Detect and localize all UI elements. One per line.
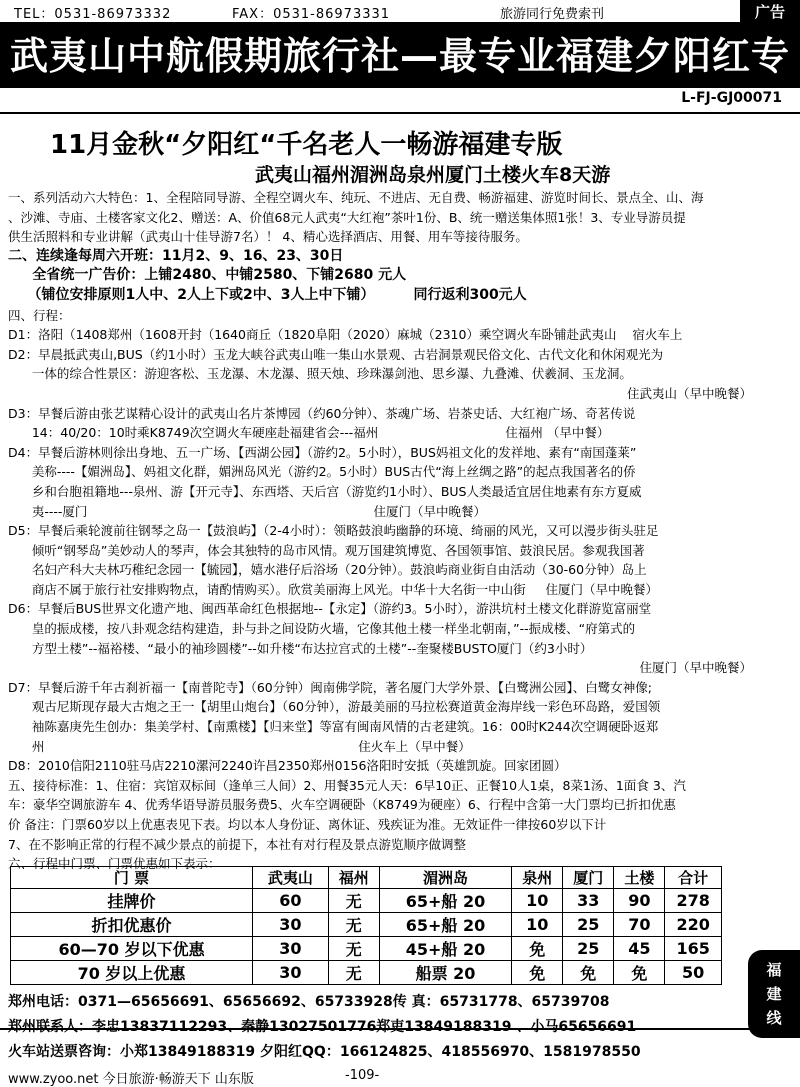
itinerary-line: 六、行程中门票、门票优惠如下表示： bbox=[8, 856, 221, 872]
table-cell: 25 bbox=[563, 937, 614, 961]
top-contact-bar bbox=[0, 0, 800, 24]
itinerary-line: 皇的振成楼，按八卦观念结构建造，卦与卦之间设防火墙，它像其他土楼一样坐北朝南，”--振成楼、“府第式的 bbox=[8, 621, 636, 637]
itinerary-line: 袖陈嘉庚先生创办：集美学村、【南熏楼】【归来堂】等富有闽南风情的古老建筑。16：00时K244次空调硬卧返郑 bbox=[8, 719, 659, 735]
table-cell: 45 bbox=[614, 937, 665, 961]
table-cell: 70 bbox=[614, 913, 665, 937]
itinerary-line: 供生活照料和专业讲解（武夷山十佳导游7名）！ 4、精心选择酒店、用餐、用车等接待服务。 bbox=[8, 229, 528, 245]
itinerary-line: 二、连续逢每周六开班：11月2、9、16、23、30日 bbox=[8, 247, 344, 264]
table-cell: 无 bbox=[328, 889, 379, 913]
itinerary-line: 一、系列活动六大特色：1、全程陪同导游、全程空调火车、纯玩、不进店、无自费、畅游福建、游览时间长、景点全、山、海 bbox=[8, 190, 704, 205]
table-header-cell: 门 票 bbox=[11, 867, 253, 889]
table-cell: 免 bbox=[512, 961, 563, 985]
table-cell: 无 bbox=[328, 961, 379, 985]
telephone-number: TEL：0531-86973332 bbox=[14, 7, 172, 22]
page-number: -109- bbox=[345, 1068, 380, 1083]
table-cell: 165 bbox=[665, 937, 722, 961]
itinerary-line: 价 备注：门票60岁以上优惠表见下表。均以本人身份证、离休证、残疾证为准。无效证件一律按60岁以下计 bbox=[8, 817, 607, 832]
itinerary-line: 全省统一广告价：上铺2480、中铺2580、下铺2680 元人 bbox=[8, 267, 407, 284]
itinerary-line: 方型土楼”--福裕楼、“最小的袖珍圆楼”--如升楼“布达拉宫式的土楼”--奎聚楼BUSTO厦门（约3小时） bbox=[8, 640, 593, 656]
table-cell: 10 bbox=[512, 913, 563, 937]
table-cell: 90 bbox=[614, 889, 665, 913]
zhengzhou-contacts: 郑州联系人：李忠13837112293、秦静13027501776郑吏13849188319 、小马65656691 bbox=[8, 1019, 637, 1035]
table-row bbox=[11, 889, 722, 913]
main-content bbox=[0, 112, 800, 1060]
table-cell: 30 bbox=[253, 961, 329, 985]
ticket-price-table bbox=[10, 866, 722, 985]
catalog-note: 旅游同行免费索刊 bbox=[500, 7, 605, 22]
table-header-cell: 合计 bbox=[665, 867, 722, 889]
table-cell: 免 bbox=[563, 961, 614, 985]
table-cell: 挂牌价 bbox=[11, 889, 253, 913]
itinerary-line: （铺位安排原则1人中、2人上下或2中、3人上中下铺） 同行返利300元人 bbox=[8, 286, 527, 303]
table-header-cell: 土楼 bbox=[614, 867, 665, 889]
table-cell: 免 bbox=[614, 961, 665, 985]
itinerary-line: 一体的综合性景区：游迎客松、玉龙瀑、木龙瀑、照天烛、珍珠瀑剑池、思乡瀑、九叠滩、伏羲洞、玉龙洞。 bbox=[8, 366, 632, 382]
section-tab bbox=[748, 950, 800, 1038]
ticket-delivery-contacts: 火车站送票咨询：小郑13849188319 夕阳红QQ：166124825、418556970、1581978550 bbox=[8, 1044, 641, 1060]
table-cell: 45+船 20 bbox=[379, 937, 511, 961]
table-cell: 无 bbox=[328, 913, 379, 937]
table-cell: 50 bbox=[665, 961, 722, 985]
table-header-cell: 泉州 bbox=[512, 867, 563, 889]
table-cell: 船票 20 bbox=[379, 961, 511, 985]
route-code: L-FJ-GJ00071 bbox=[681, 90, 782, 106]
table-cell: 10 bbox=[512, 889, 563, 913]
itinerary-line: D3：早餐后游由张艺谋精心设计的武夷山名片茶博园（约60分钟）、茶魂广场、岩茶史话、大红袍广场、奇茗传说 bbox=[8, 405, 636, 421]
itinerary-line: 车：豪华空调旅游车 4、优秀华语导游员服务费5、火车空调硬卧（K8749为硬座）6、行程中含第一大门票均已折扣优惠 bbox=[8, 797, 676, 813]
itinerary-line: 、沙滩、寺庙、土楼客家文化2、赠送：A、价值68元人武夷“大红袍”茶叶1份、B、统一赠送集体照1张！3、专业导游员提 bbox=[8, 209, 686, 225]
fax-number: FAX：0531-86973331 bbox=[232, 7, 391, 22]
table-header-cell: 湄洲岛 bbox=[379, 867, 511, 889]
table-cell: 无 bbox=[328, 937, 379, 961]
itinerary-line: D8：2010信阳2110驻马店2210漯河2240许昌2350郑州0156洛阳时安抵（英雄凯旋。回家团圆） bbox=[8, 758, 567, 774]
contact-info bbox=[8, 990, 641, 1065]
section-tab-char: 福 bbox=[766, 961, 782, 979]
table-cell: 220 bbox=[665, 913, 722, 937]
table-header-row bbox=[11, 867, 722, 889]
table-cell: 30 bbox=[253, 913, 329, 937]
itinerary-line: 住厦门（早中晚餐） bbox=[639, 660, 752, 676]
itinerary-line: D5：早餐后乘轮渡前往钢琴之岛一【鼓浪屿】（2-4小时）：领略鼓浪屿幽静的环境、绮丽的风光，又可以漫步街头驻足 bbox=[8, 523, 659, 539]
itinerary-line: D6：早餐后BUS世界文化遗产地、闽西革命红色根据地--【永定】（游约3。5小时），游洪坑村土楼文化群游览富丽堂 bbox=[8, 601, 652, 617]
table-header-cell: 厦门 bbox=[563, 867, 614, 889]
ad-label: 广告 bbox=[740, 0, 800, 24]
table-cell: 278 bbox=[665, 889, 722, 913]
itinerary-line: 州 住火车上（早中餐） bbox=[8, 738, 471, 754]
subheadline: 武夷山福州湄洲岛泉州厦门土楼火车8天游 bbox=[255, 164, 611, 186]
itinerary-line: 倾听“钢琴岛”美妙动人的琴声，体会其独特的岛市风情。观万国建筑博览、各国领事馆、鼓浪民居。参观我国著 bbox=[8, 542, 645, 558]
table-header-cell: 武夷山 bbox=[253, 867, 329, 889]
itinerary-line: 名妇产科大夫林巧稚纪念园一【毓园】，嬉水港仔后浴场（20分钟）。鼓浪屿商业街自由活动（30-60分钟）岛上 bbox=[8, 562, 647, 578]
table-row bbox=[11, 913, 722, 937]
itinerary-line: D2：早晨抵武夷山,BUS（约1小时）玉龙大峡谷武夷山唯一集山水景观、古岩洞景观民俗文化、古代文化和休闲观光为 bbox=[8, 346, 664, 362]
itinerary-line: 乡和台胞祖籍地---泉州、游【开元寺】、东西塔、天后宫（游览约1小时）、BUS人类最适宜居住地素有东方夏威 bbox=[8, 483, 642, 499]
itinerary-line: 商店不属于旅行社安排购物点，请酌情购买）。欣赏美丽海上风光。中华十大名街一中山街 住厦门（早中晚餐） bbox=[8, 581, 658, 597]
headline: 11月金秋“夕阳红“千名老人一畅游福建专版 bbox=[50, 130, 563, 160]
footer-site: www.zyoo.net 今日旅游·畅游天下 山东版 bbox=[8, 1072, 254, 1087]
itinerary-body bbox=[8, 188, 792, 874]
table-cell: 折扣优惠价 bbox=[11, 913, 253, 937]
itinerary-line: D7：早餐后游千年古刹祈福一【南普陀寺】（60分钟）闽南佛学院，著名厦门大学外景、【白鹭洲公园】、白鹭女神像; bbox=[8, 679, 652, 695]
itinerary-line: 五、接待标准：1、住宿：宾馆双标间（逢单三人间）2、用餐35元人天：6早10正、正餐10人1桌，8菜1汤、1面食 3、汽 bbox=[8, 777, 686, 793]
itinerary-line: 14：40/20：10时乘K8749次空调火车硬座赴福建省会---福州 住福州 （早中餐） bbox=[8, 425, 610, 441]
table-cell: 25 bbox=[563, 913, 614, 937]
table-cell: 70 岁以上优惠 bbox=[11, 961, 253, 985]
table-cell: 30 bbox=[253, 937, 329, 961]
itinerary-line: 夷----厦门 住厦门（早中晚餐） bbox=[8, 503, 486, 519]
itinerary-line: 四、行程： bbox=[8, 307, 71, 323]
table-row bbox=[11, 937, 722, 961]
agency-banner: 武夷山中航假期旅行社—最专业福建夕阳红专版 bbox=[0, 24, 800, 88]
itinerary-line: 住武夷山（早中晚餐） bbox=[626, 385, 752, 401]
table-header-cell: 福州 bbox=[328, 867, 379, 889]
section-tab-char: 建 bbox=[766, 985, 782, 1003]
table-cell: 60 bbox=[253, 889, 329, 913]
table-row bbox=[11, 961, 722, 985]
itinerary-line: 美称----【媚洲岛】、妈祖文化群，媚洲岛风光（游约2。5小时）BUS古代“海上丝绸之路”的起点我国著名的侨 bbox=[8, 464, 636, 480]
table-cell: 65+船 20 bbox=[379, 913, 511, 937]
table-cell: 65+船 20 bbox=[379, 889, 511, 913]
itinerary-line: 观古尼斯现存最大古炮之王一【胡里山炮台】（60分钟），游最美丽的马拉松赛道黄金海岸线一彩色环岛路，爱国领 bbox=[8, 699, 661, 715]
table-cell: 免 bbox=[512, 937, 563, 961]
table-cell: 60—70 岁以下优惠 bbox=[11, 937, 253, 961]
itinerary-line: 7、在不影响正常的行程不减少景点的前提下，本社有对行程及景点游览顺序做调整 bbox=[8, 836, 466, 852]
zhengzhou-phones: 郑州电话：0371—65656691、65656692、65733928传 真：65731778、65739708 bbox=[8, 994, 610, 1010]
itinerary-line: D1：洛阳（1408郑州（1608开封（1640商丘（1820阜阳（2020）麻城（2310）乘空调火车卧铺赴武夷山 宿火车上 bbox=[8, 327, 683, 343]
page-footer bbox=[0, 1066, 800, 1086]
section-tab-char: 线 bbox=[766, 1009, 782, 1027]
table-cell: 33 bbox=[563, 889, 614, 913]
itinerary-line: D4：早餐后游林则徐出身地、五一广场、【西湖公园】（游约2。5小时），BUS妈祖文化的发祥地、素有“南国蓬莱” bbox=[8, 444, 637, 460]
